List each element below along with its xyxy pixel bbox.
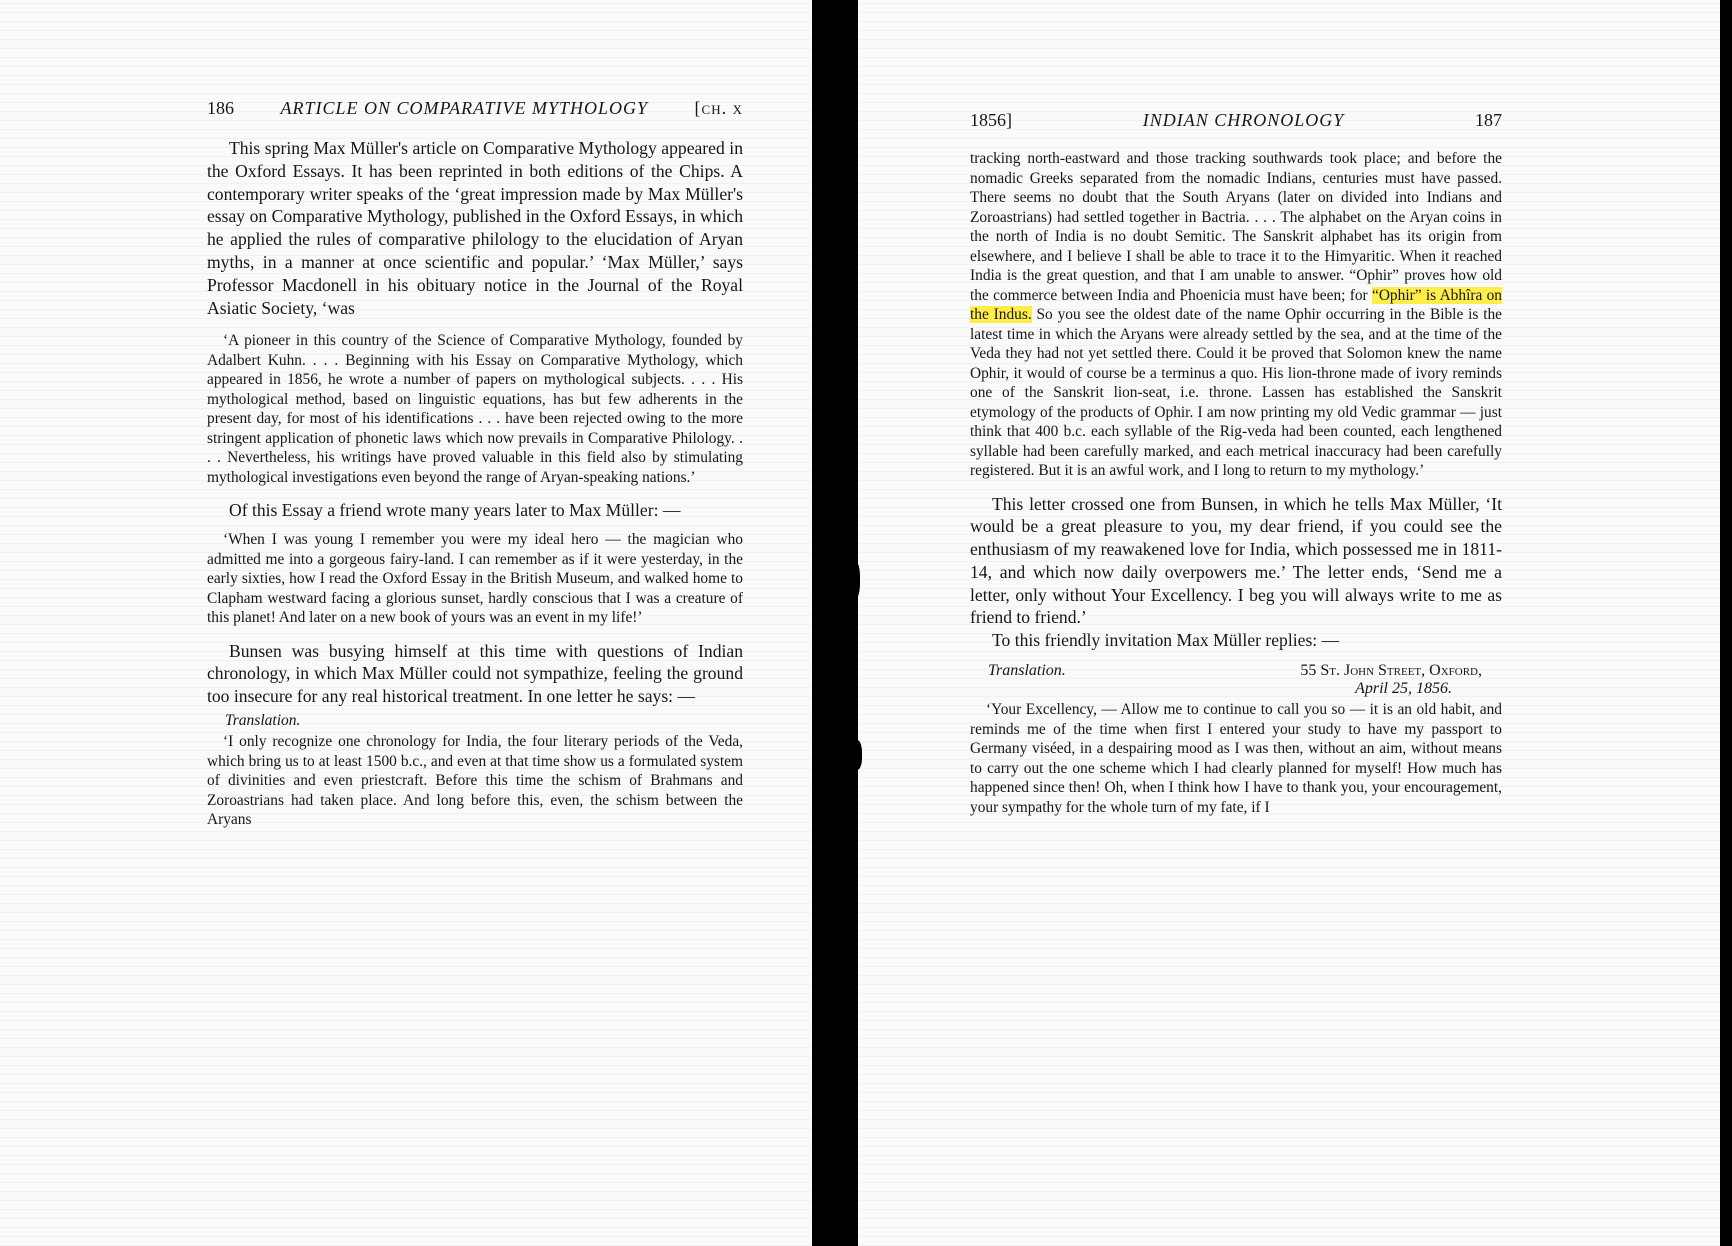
letter-body: ‘Your Excellency, — Allow me to continue to call you so — it is an old habit, and reminds me of the time when first I entered your study to have my passport to Germany viséed, in a despairing mood as I was then, without an aim, without means to carry out the one scheme which I had clearly planned for myself! How much has happened since then! Oh, when I think how I have to thank you, your encouragement, your sympathy for the whole turn of my fate, if I [970,701,1502,816]
highlighted-text: “Ophir” is Abhîra on the Indus. [970,286,1502,323]
block-quote: ‘When I was young I remember you were my ideal hero — the magician who admitted me into a gorgeous fairy-land. I can remember as if it were yesterday, in the early sixties, how I read the Oxford Essay in the British Museum, and walked home to Clapham westward facing a glorious sunset, hardly conscious that I was a creature of this planet! And later on a new book of yours was an event in my life!’ [207,531,743,627]
right-running-title: INDIAN CHRONOLOGY [1142,110,1345,130]
left-page-column [207,98,743,830]
block-quote: ‘A pioneer in this country of the Science of Comparative Mythology, founded by Adalbert Kuhn. . . . Beginning with his Essay on Comparative Mythology, which appeared in 1856, he wrote a number of papers on mythological subjects. . . . His mythological method, based on linguistic equations, has but few adherents in the present day, for most of his identifications . . . have been rejected owing to the more stringent application of phonetic laws which now prevails in Comparative Philology. . . . Nevertheless, his writings have proved valuable in this field also by stimulating mythological investigations even beyond the range of Aryan-speaking nations.’ [207,332,743,486]
block-quote [970,149,1502,481]
paragraph: This spring Max Müller's article on Comparative Mythology appeared in the Oxford Essays. It has been reprinted in both editions of the Chips. A contemporary writer speaks of the ‘great impression made by Max Müller's essay on Comparative Mythology, published in the Oxford Essays, in which he applied the rules of comparative philology to the elucidation of Aryan myths, in a manner at once scientific and popular.’ ‘Max Müller,’ says Professor Macdonell in his obituary notice in the Journal of the Royal Asiatic Society, ‘was [207,138,743,318]
quote-text: tracking north-eastward and those tracking southwards took place; and before the nomadic Greeks separated from the nomadic Indians, centuries must have passed. There seems no doubt that the South Aryans (later on divided into Indians and Zoroastrians) had settled together in Bactria. . . . The alphabet on the Aryan coins in the north of India is no doubt Semitic. The Sanskrit alphabet has its origin from elsewhere, and I believe I shall be able to trace it to the Himyaritic. When it reached India is the great question, and that I am unable to answer. “Ophir” proves how old the commerce between India and Phoenicia must have been; for [970,150,1502,304]
paragraph: Bunsen was busying himself at this time with questions of Indian chronology, in which Max Müller could not sympathize, feeling the ground too insecure for any real historical treatment. In one letter he says: — [207,640,743,707]
translation-label: Translation. [225,712,301,730]
right-running-head [970,110,1502,131]
letter-date: April 25, 1856. [1355,680,1452,698]
paragraph: This letter crossed one from Bunsen, in which he tells Max Müller, ‘It would be a great pleasure to you, my dear friend, if you could see the enthusiasm of my reawakened love for India, which possessed me in 1811-14, and which now daily overpowers me.’ The letter ends, ‘Send me a letter, only without Your Excellency. I beg you will always write to me as friend to friend.’ [970,493,1502,628]
letter-heading [988,662,1502,698]
translation-label: Translation. [988,662,1066,680]
year-marker: 1856] [970,110,1012,130]
left-page-number: 186 [207,98,234,118]
letter-address: 55 St. John Street, Oxford, [1300,662,1482,680]
chapter-marker: [ch. x [694,98,743,118]
binding-shadow [846,560,860,600]
block-quote: ‘I only recognize one chronology for India, the four literary periods of the Veda, which bring us to at least 1500 b.c., and even at that time show us a formulated system of divinities and even priestcraft. Before this time the schism of Brahmans and Zoroastrians had taken place. And long before this, even, the schism between the Aryans [207,733,743,829]
right-edge-shadow [1720,0,1732,1246]
paragraph: Of this Essay a friend wrote many years later to Max Müller: — [229,500,681,521]
left-running-head [207,98,743,119]
right-page-column [970,110,1502,817]
quote-text: So you see the oldest date of the name Ophir occurring in the Bible is the latest time in which the Aryans were already settled by the sea, and at the time of the Veda they had not yet settled there. Could it be proved that Solomon knew the name Ophir, it would of course be a terminus a quo. His lion-throne made of ivory reminds one of the Sanskrit lion-seat, i.e. throne. Lassen has established the Sanskrit etymology of the products of Ophir. I am now printing my old Vedic grammar — just think that 400 b.c. each syllable of the Rig-veda had been counted, each lengthened syllable had been carefully marked, and each metrical inaccuracy had been carefully registered. But it is an awful work, and I long to return to my mythology.’ [970,306,1502,479]
paragraph: To this friendly invitation Max Müller replies: — [992,630,1340,651]
right-page-number: 187 [1475,110,1502,130]
binding-shadow [850,740,862,770]
left-running-title: ARTICLE ON COMPARATIVE MYTHOLOGY [280,98,649,118]
